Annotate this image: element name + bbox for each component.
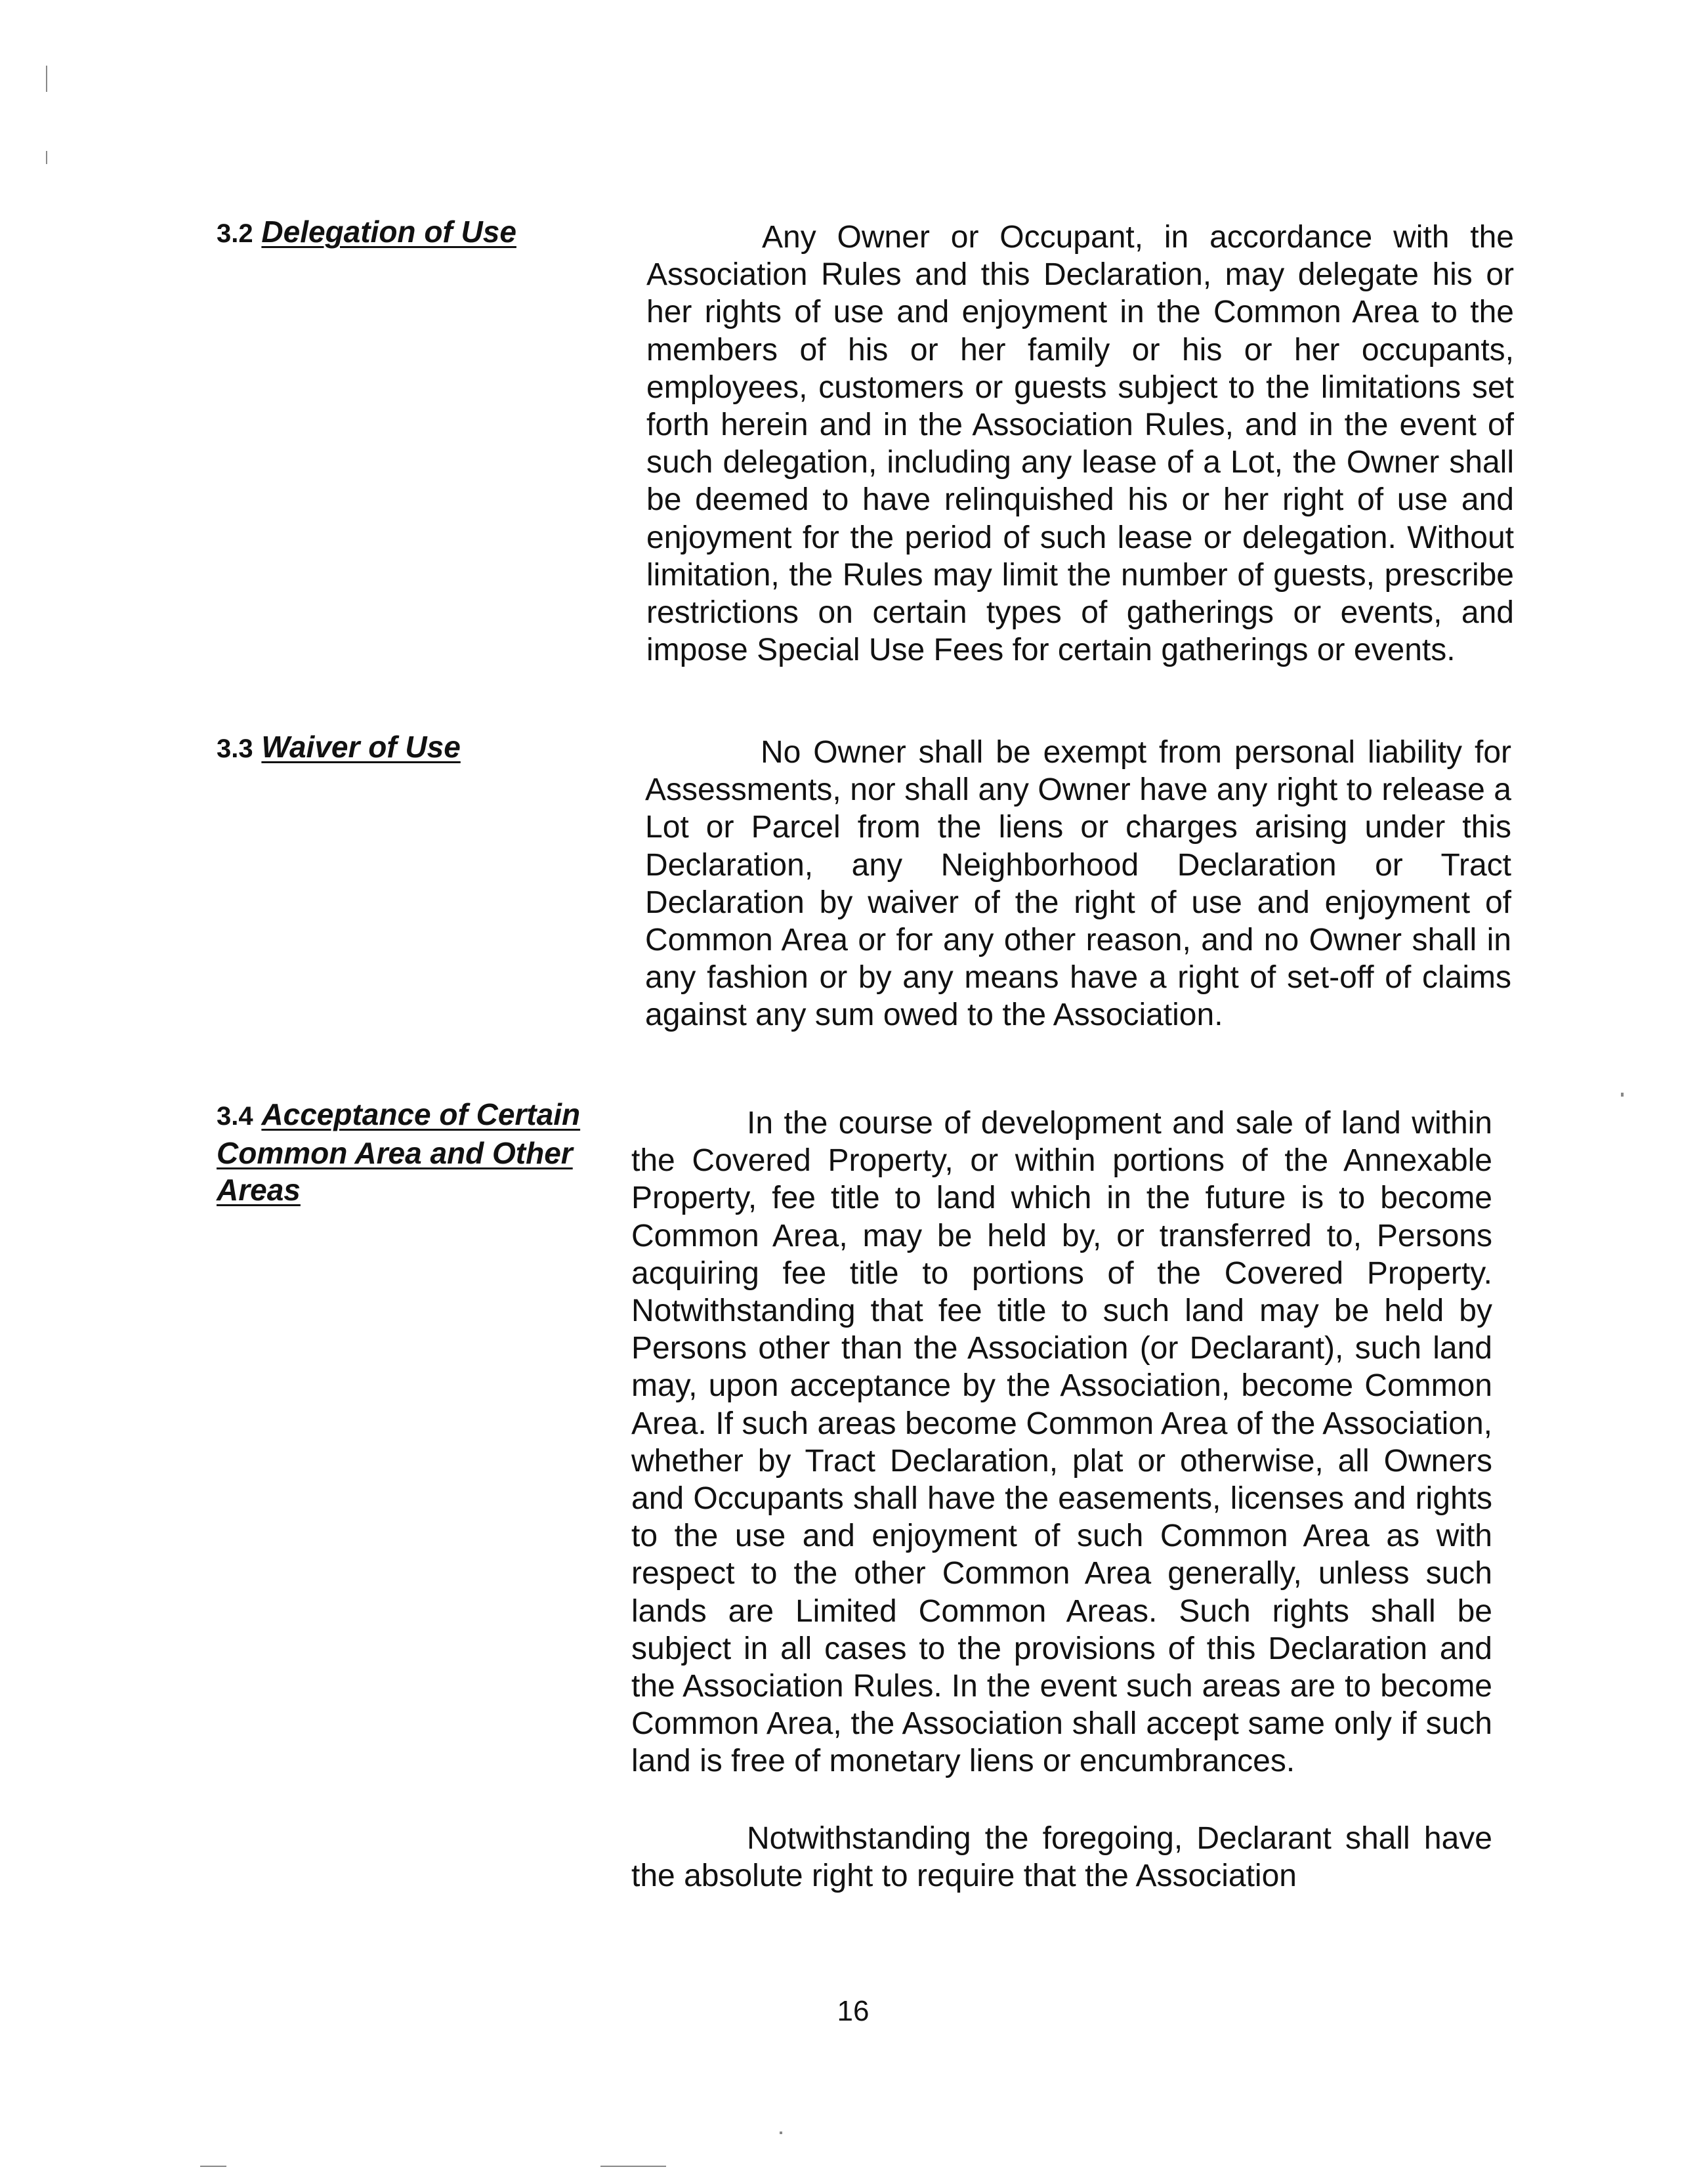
section-title: Waiver of Use: [261, 730, 461, 764]
paragraph: No Owner shall be exempt from personal liability for Assessments, nor shall any Owner have any right to release a Lot or Parcel from the liens or charges arising under this Declaration, any Neighborhood Declaration or Tract Declaration by waiver of the right of use and enjoyment of Common Area or for any other reason, and no Owner shall in any fashion or by any means have a right of set-off of claims against any sum owed to the Association.: [645, 735, 1511, 1033]
paragraph: In the course of development and sale of land within the Covered Property, or within portions of the Annexable Property, fee title to land which in the future is to become Common Area, may be held by, or transferred to, Persons acquiring fee title to portions of the Covered Property. Notwithstanding that fee title to such land may be held by Persons other than the Association (or Declarant), such land may, upon acceptance by the Association, become Common Area. If such areas become Common Area of the Association, whether by Tract Declaration, plat or otherwise, all Owners and Occupants shall have the easements, licenses and rights to the use and enjoyment of such Common Area as with respect to the other Common Area generally, unless such lands are Limited Common Areas. Such rights shall be subject in all cases to the provisions of this Declaration and the Association Rules. In the event such areas are to become Common Area, the Association shall accept same only if such land is free of monetary liens or encumbrances.: [631, 1106, 1492, 1779]
paragraph: Any Owner or Occupant, in accordance with the Association Rules and this Declaration, may delegate his or her rights of use and enjoyment in the Common Area to the members of his or her family or his or her occupants, employees, customers or guests subject to the limitations set forth herein and in the Association Rules, and in the event of such delegation, including any lease of a Lot, the Owner shall be deemed to have relinquished his or her right of use and enjoyment for the period of such lease or delegation. Without limitation, the Rules may limit the number of guests, prescribe restrictions on certain types of gatherings or events, and impose Special Use Fees for certain gatherings or events.: [646, 220, 1514, 668]
scan-mark: [46, 151, 47, 164]
section-body: [646, 219, 1514, 669]
section-number: 3.3: [217, 734, 253, 763]
section-body: [645, 734, 1511, 1034]
scan-mark: [780, 2132, 782, 2134]
page-number: 16: [837, 1995, 870, 2027]
scan-mark: [600, 2166, 666, 2167]
section-number: 3.4: [217, 1102, 253, 1131]
section-heading: [217, 728, 584, 767]
section-title: Acceptance of Certain Common Area and Other Areas: [217, 1097, 581, 1207]
section-heading: [217, 1096, 584, 1208]
paragraph: Notwithstanding the foregoing, Declarant shall have the absolute right to require that the Association: [631, 1820, 1492, 1893]
scan-mark: [46, 66, 47, 92]
section-title: Delegation of Use: [261, 215, 516, 249]
section-heading: [217, 213, 584, 252]
section-number: 3.2: [217, 219, 253, 248]
section-body: [631, 1104, 1492, 1895]
scan-mark: [200, 2166, 226, 2167]
scan-mark: [1621, 1093, 1624, 1097]
